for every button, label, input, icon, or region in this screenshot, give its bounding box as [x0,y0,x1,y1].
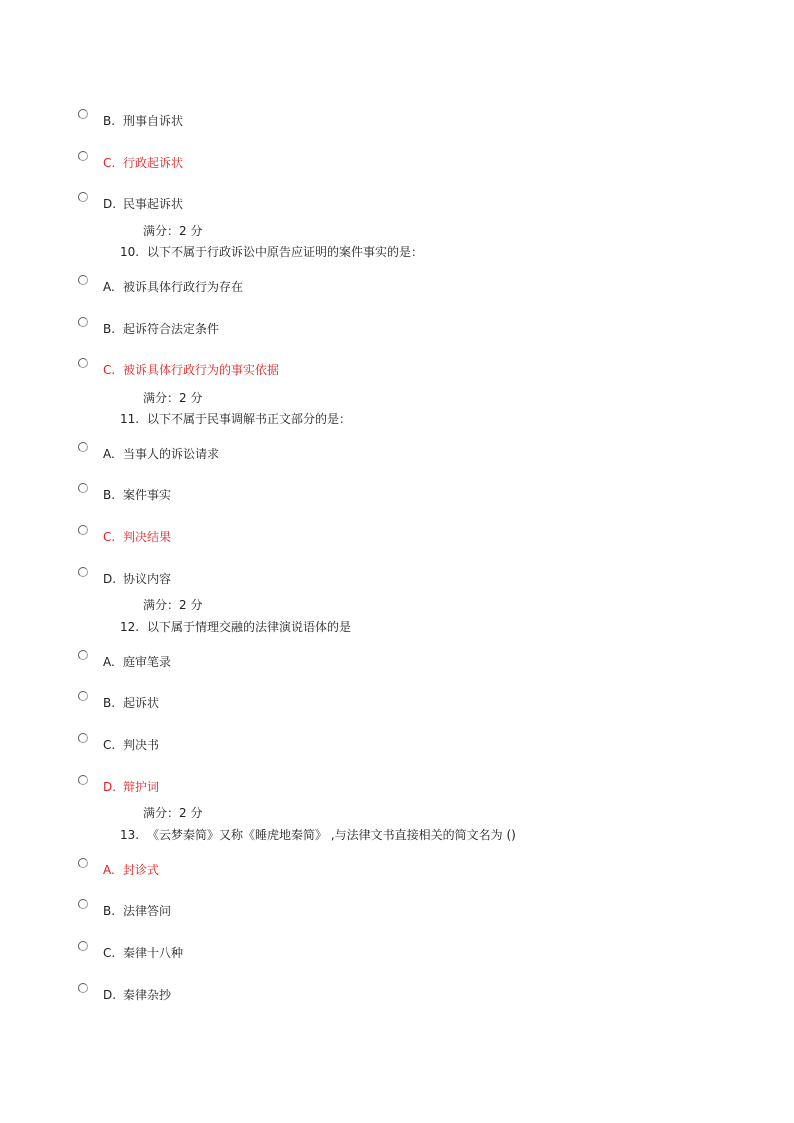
option-q13-a[interactable] [103,863,159,877]
option-text: 判决结果 [123,530,172,544]
option-q13-b[interactable] [103,904,171,918]
question-text: 《云梦秦简》又称《睡虎地秦简》 ,与法律文书直接相关的简文名为 () [147,828,516,842]
radio-q9-b[interactable] [78,109,88,119]
option-q13-d[interactable] [103,988,171,1002]
radio-q10-c[interactable] [78,358,88,368]
radio-q11-d[interactable] [78,567,88,577]
option-letter: C. [103,738,116,752]
option-text: 行政起诉状 [123,156,184,170]
option-q9-b[interactable] [103,114,183,128]
option-text: 民事起诉状 [123,197,184,211]
option-letter: C. [103,363,116,377]
option-text: 当事人的诉讼请求 [123,447,220,461]
question-11 [120,412,351,426]
option-q11-b[interactable] [103,488,171,502]
option-text: 法律答问 [123,904,172,918]
option-letter: B. [103,114,116,128]
option-text: 协议内容 [123,572,172,586]
option-letter: D. [103,572,117,586]
option-text: 辩护词 [123,780,160,794]
option-text: 被诉具体行政行为的事实依据 [123,363,280,377]
radio-q13-c[interactable] [78,941,88,951]
question-text: 以下属于情理交融的法律演说语体的是 [147,620,352,634]
option-letter: B. [103,904,116,918]
score-q11: 满分：2 分 [143,598,203,612]
option-text: 被诉具体行政行为存在 [123,280,244,294]
option-text: 判决书 [123,738,160,752]
option-letter: B. [103,696,116,710]
option-letter: A. [103,447,115,461]
option-letter: A. [103,655,115,669]
option-letter: B. [103,488,116,502]
question-13 [120,828,516,842]
radio-q12-a[interactable] [78,650,88,660]
option-text: 庭审笔录 [123,655,172,669]
radio-q13-b[interactable] [78,899,88,909]
radio-q11-a[interactable] [78,442,88,452]
score-q12: 满分：2 分 [143,806,203,820]
option-q12-d[interactable] [103,780,159,794]
option-q10-a[interactable] [103,280,243,294]
question-text: 以下不属于民事调解书正文部分的是： [147,412,352,426]
question-text: 以下不属于行政诉讼中原告应证明的案件事实的是： [147,245,424,259]
option-q10-c[interactable] [103,363,279,377]
option-text: 刑事自诉状 [123,114,184,128]
option-letter: C. [103,946,116,960]
radio-q13-d[interactable] [78,983,88,993]
option-q12-b[interactable] [103,696,159,710]
radio-q11-c[interactable] [78,525,88,535]
radio-q10-b[interactable] [78,317,88,327]
question-number: 13. [120,828,140,842]
radio-q11-b[interactable] [78,483,88,493]
radio-q13-a[interactable] [78,858,88,868]
question-number: 12. [120,620,140,634]
option-letter: C. [103,156,116,170]
option-letter: B. [103,322,116,336]
option-q11-d[interactable] [103,572,171,586]
option-letter: A. [103,280,115,294]
score-q10: 满分：2 分 [143,391,203,405]
option-letter: D. [103,780,117,794]
option-text: 秦律十八种 [123,946,184,960]
question-number: 11. [120,412,140,426]
option-q9-d[interactable] [103,197,183,211]
question-10 [120,245,423,259]
radio-q12-b[interactable] [78,691,88,701]
radio-q12-c[interactable] [78,733,88,743]
option-letter: D. [103,197,117,211]
option-text: 秦律杂抄 [123,988,172,1002]
option-text: 封诊式 [123,863,160,877]
score-q9: 满分：2 分 [143,224,203,238]
radio-q12-d[interactable] [78,775,88,785]
radio-q9-d[interactable] [78,192,88,202]
option-q11-c[interactable] [103,530,171,544]
option-q13-c[interactable] [103,946,183,960]
option-q10-b[interactable] [103,322,219,336]
option-text: 起诉状 [123,696,160,710]
option-letter: C. [103,530,116,544]
question-12 [120,620,351,634]
option-q12-a[interactable] [103,655,171,669]
option-text: 起诉符合法定条件 [123,322,220,336]
radio-q10-a[interactable] [78,275,88,285]
radio-q9-c[interactable] [78,151,88,161]
option-letter: D. [103,988,117,1002]
option-text: 案件事实 [123,488,172,502]
option-letter: A. [103,863,115,877]
option-q9-c[interactable] [103,156,183,170]
question-number: 10. [120,245,140,259]
option-q12-c[interactable] [103,738,159,752]
option-q11-a[interactable] [103,447,219,461]
